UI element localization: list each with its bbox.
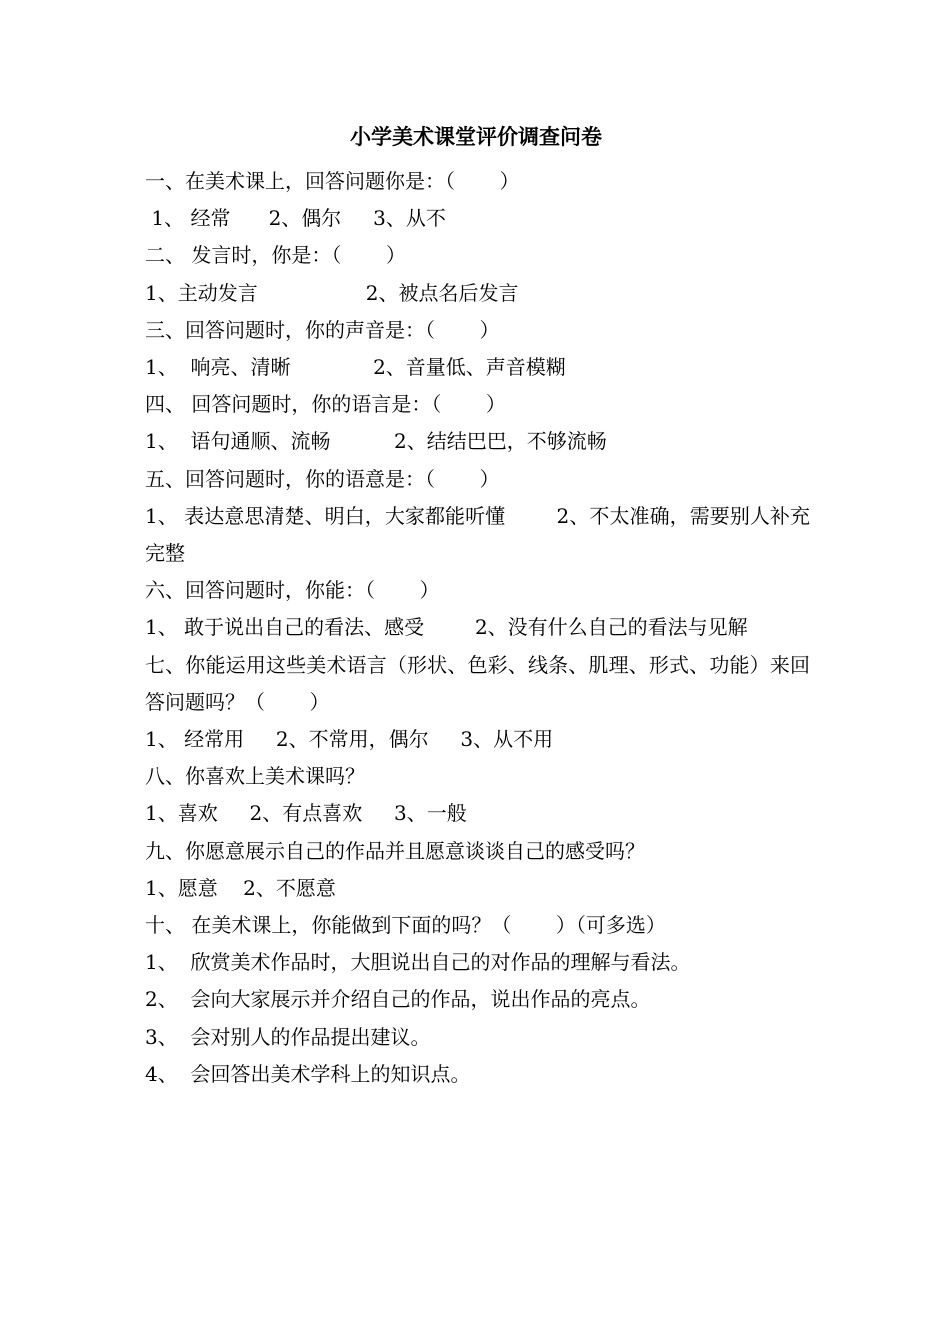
- question-9: 九、你愿意展示自己的作品并且愿意谈谈自己的感受吗？: [145, 838, 645, 863]
- question-10: 十、 在美术课上，你能做到下面的吗？（ ）（可多选）: [145, 913, 666, 938]
- question-5: 五、回答问题时，你的语意是：（ ）: [145, 466, 500, 491]
- question-6-options: 1、 敢于说出自己的看法、感受 2、没有什么自己的看法与见解: [145, 615, 748, 640]
- question-7: 七、你能运用这些美术语言（形状、色彩、线条、肌理、形式、功能）来回答问题吗？（ ）: [145, 652, 810, 714]
- question-4-options: 1、 语句通顺、流畅 2、结结巴巴，不够流畅: [145, 429, 607, 454]
- question-10-option-3: 3、 会对别人的作品提出建议。: [145, 1024, 431, 1049]
- question-10-option-4: 4、 会回答出美术学科上的知识点。: [145, 1061, 471, 1086]
- question-3-options: 1、 响亮、清晰 2、音量低、声音模糊: [145, 355, 566, 380]
- question-5-options: 1、 表达意思清楚、明白，大家都能听懂 2、不太准确，需要别人补充完整: [145, 503, 810, 566]
- question-10-option-1: 1、 欣赏美术作品时，大胆说出自己的对作品的理解与看法。: [145, 950, 691, 975]
- question-6: 六、回答问题时，你能：（ ）: [145, 578, 440, 603]
- question-1: 一、在美术课上，回答问题你是：（ ）: [145, 169, 520, 193]
- question-8: 八、你喜欢上美术课吗？: [145, 764, 365, 789]
- question-3: 三、回答问题时，你的声音是：（ ）: [145, 317, 500, 342]
- question-10-option-2: 2、 会向大家展示并介绍自己的作品，说出作品的亮点。: [145, 987, 651, 1012]
- question-9-options: 1、愿意 2、不愿意: [145, 875, 336, 900]
- question-1-options: 1、 经常 2、偶尔 3、从不: [145, 206, 446, 231]
- question-7-options: 1、 经常用 2、不常用，偶尔 3、从不用: [145, 727, 554, 752]
- question-4: 四、 回答问题时，你的语言是：（ ）: [145, 392, 506, 417]
- questionnaire-body: [145, 163, 810, 1093]
- document-title: 小学美术课堂评价调查问卷: [350, 124, 602, 149]
- question-2: 二、 发言时，你是：（ ）: [145, 243, 406, 268]
- question-2-options: 1、主动发言 2、被点名后发言: [145, 280, 519, 305]
- question-8-options: 1、喜欢 2、有点喜欢 3、一般: [145, 801, 467, 826]
